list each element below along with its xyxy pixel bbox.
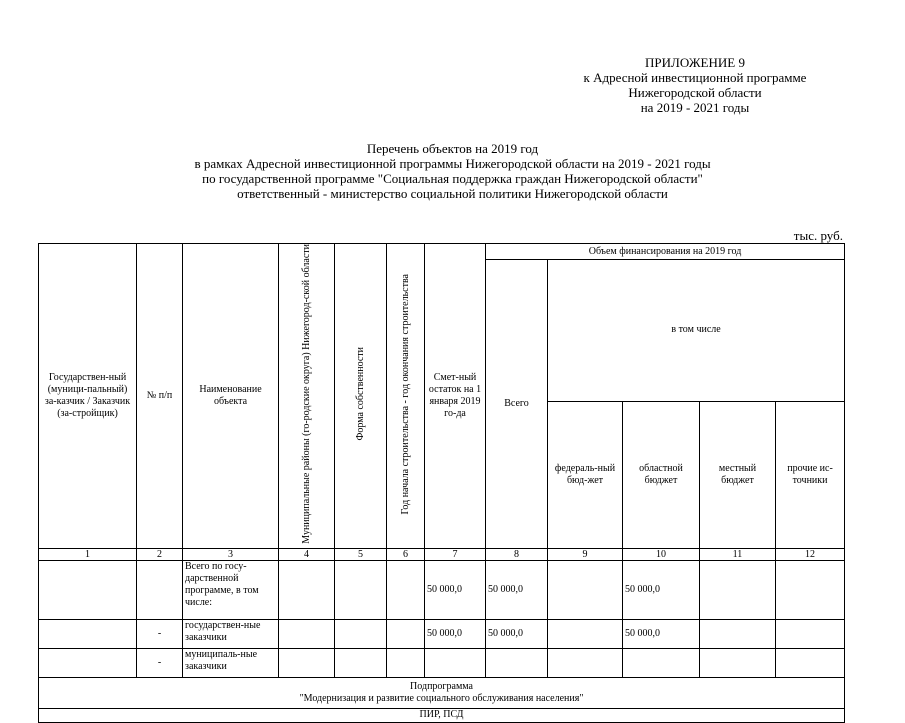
- table-row: [39, 619, 845, 648]
- header-ownership: Форма собственности: [335, 244, 387, 549]
- row-total: [486, 648, 548, 677]
- header-name: Наименование объекта: [183, 244, 279, 549]
- header-balance: Смет-ный остаток на 1 января 2019 го-да: [425, 244, 486, 549]
- heading-line: Перечень объектов на 2019 год: [366, 141, 539, 156]
- header-funding-group: Объем финансирования на 2019 год: [486, 244, 845, 260]
- appendix-line: Нижегородской области: [628, 85, 762, 100]
- appendix-title: ПРИЛОЖЕНИЕ 9: [645, 55, 745, 70]
- heading-line: ответственный - министерство социальной политики Нижегородской области: [237, 186, 668, 201]
- row-regional: 50 000,0: [623, 619, 700, 648]
- header-local: местный бюджет: [700, 401, 776, 548]
- appendix-block: [540, 55, 850, 115]
- row-name: государствен-ные заказчики: [183, 619, 279, 648]
- row-balance: 50 000,0: [425, 560, 486, 619]
- column-numbers-row: [39, 548, 845, 560]
- header-districts: Муниципальные районы (го-родские округа) Нижегород-ской области: [279, 244, 335, 549]
- units-label: тыс. руб.: [793, 228, 843, 243]
- table-row: [39, 560, 845, 619]
- header-years: Год начала строительства - год окончания строительства: [387, 244, 425, 549]
- subprogram-cell: [39, 677, 845, 708]
- header-federal: федераль-ный бюд-жет: [548, 401, 623, 548]
- row-num: -: [137, 648, 183, 677]
- row-num: -: [137, 619, 183, 648]
- subprogram-label: Подпрограмма: [410, 680, 473, 692]
- header-num: № п/п: [137, 244, 183, 549]
- appendix-line: на 2019 - 2021 годы: [640, 100, 750, 115]
- column-number: 2: [137, 548, 183, 560]
- appendix-line: к Адресной инвестиционной программе: [583, 70, 807, 85]
- row-total: 50 000,0: [486, 560, 548, 619]
- header-other: прочие ис-точники: [776, 401, 845, 548]
- objects-table: [38, 243, 845, 723]
- header-total: Всего: [486, 260, 548, 549]
- column-number: 3: [183, 548, 279, 560]
- header-customer: Государствен-ный (муници-пальный) за-казчик / Заказчик (за-стройщик): [39, 244, 137, 549]
- row-balance: [425, 648, 486, 677]
- column-number: 10: [623, 548, 700, 560]
- column-number: 4: [279, 548, 335, 560]
- column-number: 1: [39, 548, 137, 560]
- row-name: муниципаль-ные заказчики: [183, 648, 279, 677]
- section-row: [39, 708, 845, 722]
- table-row: [39, 648, 845, 677]
- column-number: 6: [387, 548, 425, 560]
- subprogram-name: "Модернизация и развитие социального обслуживания населения": [299, 692, 584, 704]
- row-regional: 50 000,0: [623, 560, 700, 619]
- subprogram-row: [39, 677, 845, 708]
- header-including: в том числе: [548, 260, 845, 402]
- column-number: 5: [335, 548, 387, 560]
- header-regional: областной бюджет: [623, 401, 700, 548]
- row-balance: 50 000,0: [425, 619, 486, 648]
- column-number: 7: [425, 548, 486, 560]
- row-name: Всего по госу-дарственной программе, в том числе:: [183, 560, 279, 619]
- row-regional: [623, 648, 700, 677]
- heading-line: в рамках Адресной инвестиционной программы Нижегородской области на 2019 - 2021 годы: [194, 156, 711, 171]
- row-total: 50 000,0: [486, 619, 548, 648]
- document-heading: [40, 141, 865, 201]
- row-num: [137, 560, 183, 619]
- column-number: 9: [548, 548, 623, 560]
- column-number: 8: [486, 548, 548, 560]
- column-number: 11: [700, 548, 776, 560]
- column-number: 12: [776, 548, 845, 560]
- section-title: ПИР, ПСД: [39, 708, 845, 722]
- heading-line: по государственной программе "Социальная поддержка граждан Нижегородской области": [202, 171, 703, 186]
